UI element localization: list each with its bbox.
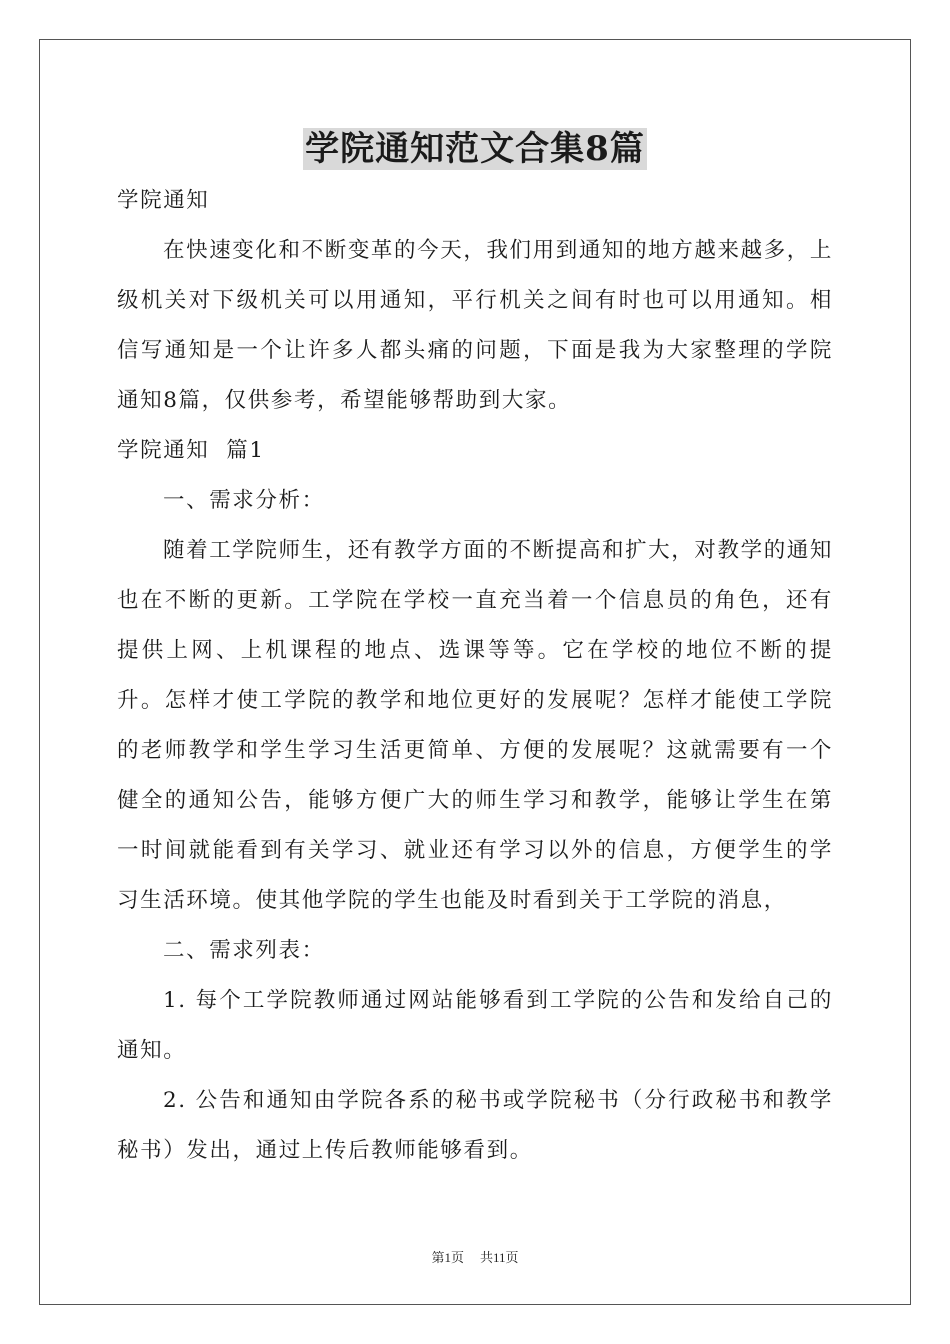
- heading-requirements-analysis: 一、需求分析：: [163, 488, 325, 513]
- heading-requirements-list: 二、需求列表：: [163, 938, 325, 963]
- document-title: 学院通知范文合集8篇: [305, 129, 645, 169]
- intro-label: 学院通知: [117, 188, 210, 213]
- list-item-1: 1. 每个工学院教师通过网站能够看到工学院的公告和发给自己的通知。: [117, 988, 833, 1063]
- title-container: [0, 128, 950, 170]
- page-footer: [0, 1247, 950, 1266]
- list-item-2: 2. 公告和通知由学院各系的秘书或学院秘书（分行政秘书和教学秘书）发出，通过上传后教师能够看到。: [117, 1088, 833, 1163]
- section-1-label: 学院通知 篇1: [117, 438, 265, 463]
- page-number: 第1页: [431, 1250, 464, 1265]
- analysis-paragraph: 随着工学院师生，还有教学方面的不断提高和扩大，对教学的通知也在不断的更新。工学院在学校一直充当着一个信息员的角色，还有提供上网、上机课程的地点、选课等等。它在学校的地位不断的提升。怎样才使工学院的教学和地位更好的发展呢？怎样才能使工学院的老师教学和学生学习生活更简单、方便的发展呢？这就需要有一个健全的通知公告，能够方便广大的师生学习和教学，能够让学生在第一时间就能看到有关学习、就业还有学习以外的信息，方便学生的学习生活环境。使其他学院的学生也能及时看到关于工学院的消息，: [117, 538, 833, 913]
- document-body: [117, 176, 833, 1176]
- intro-paragraph: 在快速变化和不断变革的今天，我们用到通知的地方越来越多，上级机关对下级机关可以用通知，平行机关之间有时也可以用通知。相信写通知是一个让许多人都头痛的问题，下面是我为大家整理的学院通知8篇，仅供参考，希望能够帮助到大家。: [117, 238, 833, 413]
- page-total: 共11页: [479, 1250, 519, 1265]
